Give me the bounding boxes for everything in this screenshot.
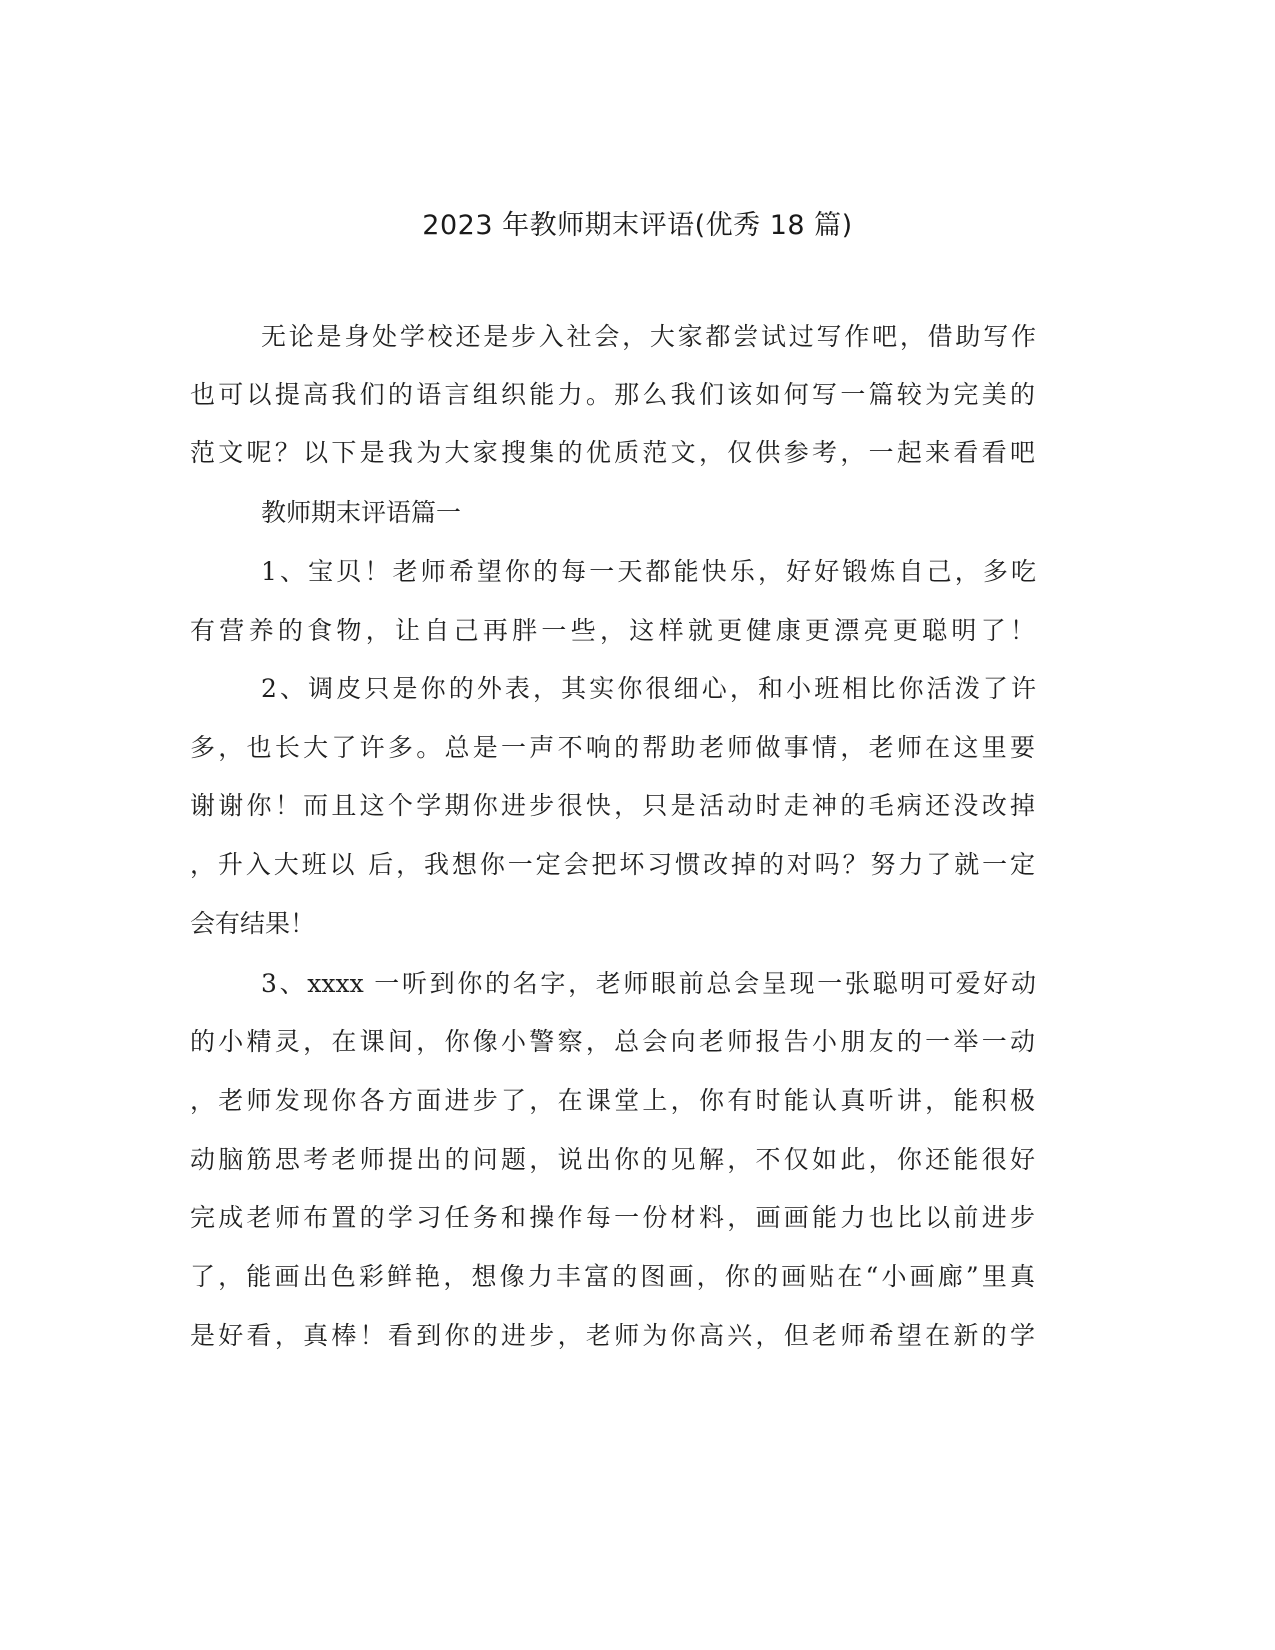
- paragraph-line: 2、调皮只是你的外表，其实你很细心，和小班相比你活泼了许: [261, 674, 1036, 703]
- document-title: 2023 年教师期末评语(优秀 18 篇): [422, 210, 853, 241]
- paragraph-line: 有营养的食物，让自己再胖一些，这样就更健康更漂亮更聪明了！: [190, 616, 1035, 645]
- paragraph-line: 无论是身处学校还是步入社会，大家都尝试过写作吧，借助写作: [261, 322, 1036, 351]
- paragraph-line: ，升入大班以 后，我想你一定会把坏习惯改掉的对吗？努力了就一定: [190, 850, 1035, 879]
- paragraph-line: 范文呢？以下是我为大家搜集的优质范文，仅供参考，一起来看看吧: [190, 438, 1035, 467]
- paragraph-line: 多，也长大了许多。总是一声不响的帮助老师做事情，老师在这里要: [190, 733, 1035, 762]
- paragraph-line: 动脑筋思考老师提出的问题，说出你的见解，不仅如此，你还能很好: [190, 1145, 1035, 1174]
- section-heading: 教师期末评语篇一: [261, 498, 462, 527]
- paragraph-line: 谢谢你！而且这个学期你进步很快，只是活动时走神的毛病还没改掉: [190, 791, 1035, 820]
- paragraph-line: 完成老师布置的学习任务和操作每一份材料，画画能力也比以前进步: [190, 1203, 1035, 1232]
- paragraph-line: ，老师发现你各方面进步了，在课堂上，你有时能认真听讲，能积极: [190, 1086, 1035, 1115]
- paragraph-line: 的小精灵，在课间，你像小警察，总会向老师报告小朋友的一举一动: [190, 1027, 1035, 1056]
- paragraph-line: 会有结果！: [190, 909, 316, 938]
- paragraph-line: 了，能画出色彩鲜艳，想像力丰富的图画，你的画贴在“小画廊”里真: [190, 1262, 1035, 1291]
- paragraph-line: 3、xxxx 一听到你的名字，老师眼前总会呈现一张聪明可爱好动: [261, 969, 1036, 998]
- paragraph-line: 也可以提高我们的语言组织能力。那么我们该如何写一篇较为完美的: [190, 380, 1035, 409]
- paragraph-line: 1、宝贝！老师希望你的每一天都能快乐，好好锻炼自己，多吃: [261, 557, 1036, 586]
- paragraph-line: 是好看，真棒！看到你的进步，老师为你高兴，但老师希望在新的学: [190, 1321, 1035, 1350]
